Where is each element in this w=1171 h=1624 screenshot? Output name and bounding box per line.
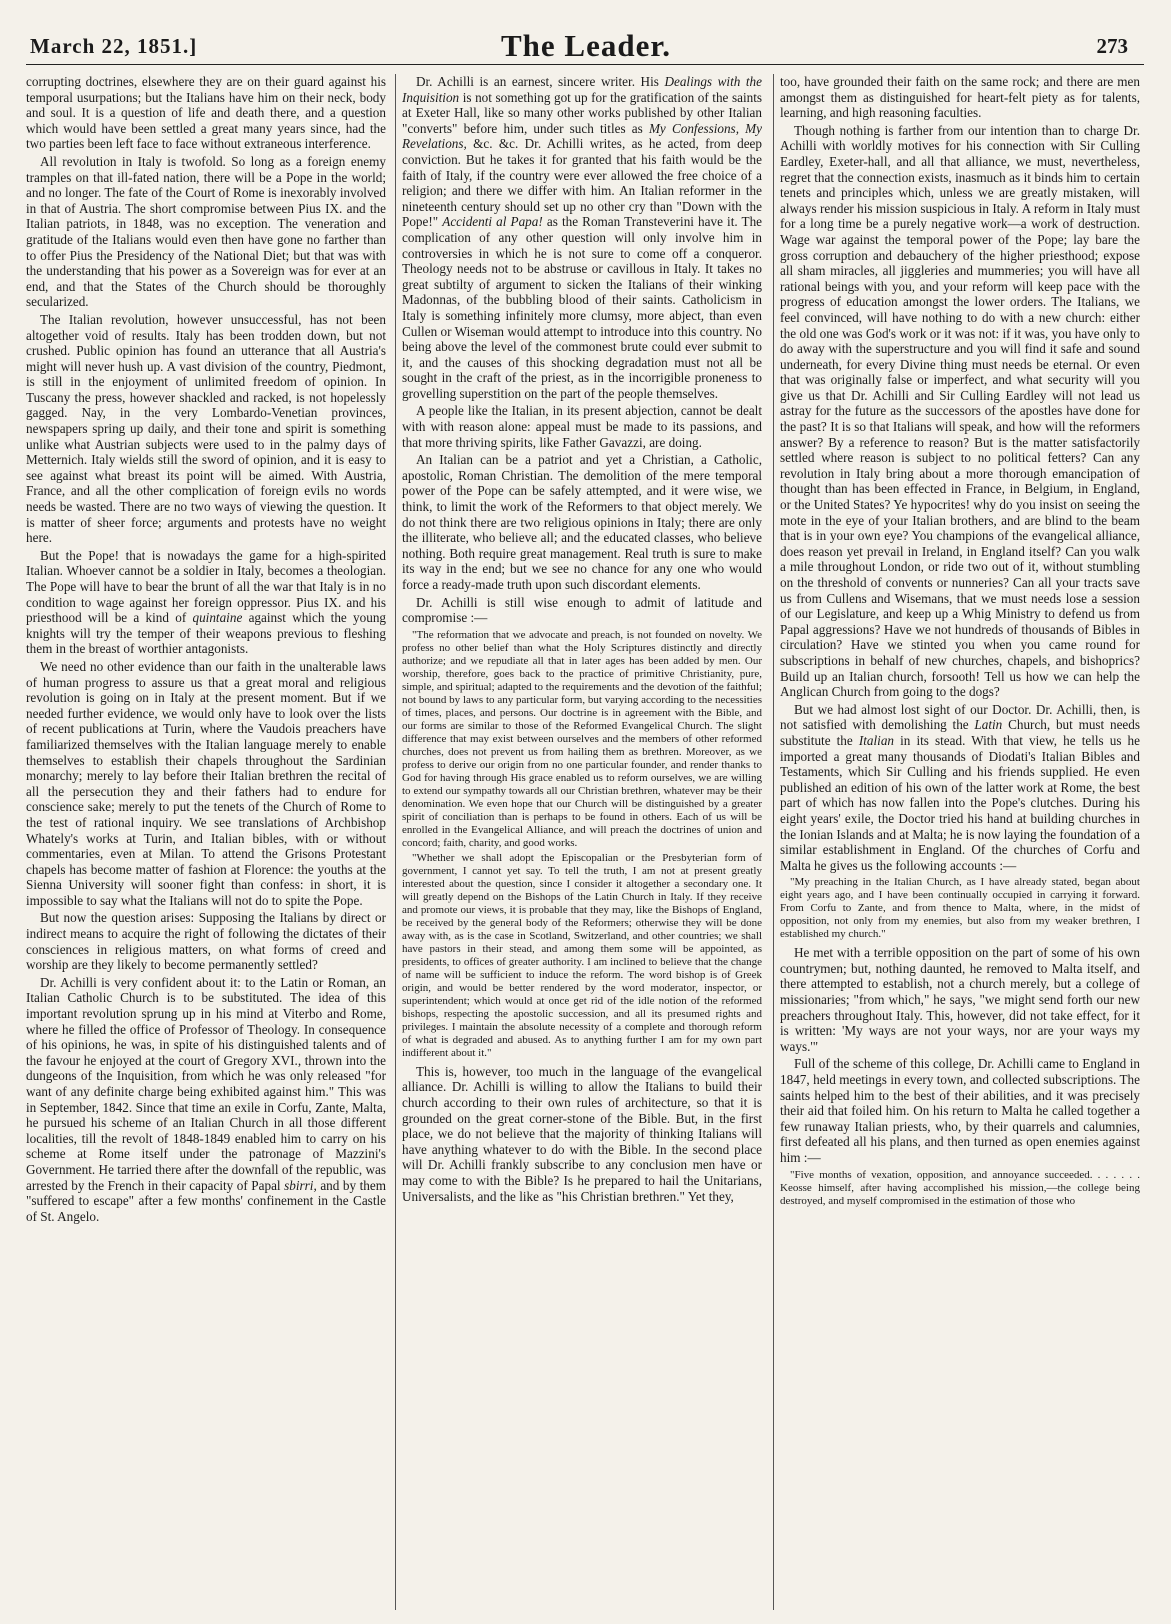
block-quote xyxy=(780,876,1140,941)
paragraph: Dr. Achilli is still wise enough to admit of latitude and compromise :— xyxy=(402,594,762,626)
italic-phrase: Accidenti al Papa! xyxy=(442,214,543,230)
paragraph: A people like the Italian, in its present abjection, cannot be dealt with with reason alone: appeal must be made to its passions, and that more thriving spirits, like Father Gavazzi, are doing. xyxy=(402,403,762,450)
issue-date: March 22, 1851.] xyxy=(30,34,198,58)
paragraph: But now the question arises: Supposing the Italians by direct or indirect means to acquire the right of following the dictates of their consciences in religious matters, on what forms of creed and worship are they likely to become permanently settled? xyxy=(26,910,386,973)
italic-term: Latin xyxy=(974,717,1003,733)
quote-paragraph: "Whether we shall adopt the Episcopalian or the Presbyterian form of government, I cannot yet say. To tell the truth, I am not at present greatly interested about the question, since I consider it altogether a secondary one. It will greatly depend on the Bishops of the Latin Church in Italy. If they receive and promote our views, it is probable that they may, like the Bishops of England, be received by the general body of the Reformers; otherwise they will be done away with, as is the case in Scotland, Switzerland, and other countries; we shall have pastors in their stead, and among them some will be appointed, as presidents, to offices of greater authority. I am inclined to believe that the change of name will be sufficient to induce the reform. The word bishop is of Greek origin, and would be better rendered by the word moderator, inspector, or superintendent; which would at once get rid of the idle notion of the reformed bishops, respecting the apostolic succession, and all its presumed rights and privileges. I maintain the absolute necessity of a complete and thorough reform of what is degraded and abused. As to anything further I am for my own part indifferent about it." xyxy=(402,851,762,1059)
quote-paragraph: "The reformation that we advocate and preach, is not founded on novelty. We profess no other belief than what the Holy Scriptures distinctly and directly authorize; and we repudiate all that in later ages has been added by men. Our worship, therefore, goes back to the practice of primitive Christianity, pure, simple, and spiritual; adapted to the requirements and the devotion of the faithful; not bound by laws to any particular form, but varying according to the necessities of times, places, and persons. Our doctrine is in agreement with the Bible, and our forms are similar to those of the Reformed Evangelical Church. The slight difference that may exist between ourselves and the members of other reformed churches, does not prevent us from hailing them as brethren. Moreover, as we profess to derive our origin from no one particular founder, and render thanks to God for having through His grace enabled us to reform ourselves, we are willing to extend our sympathy towards all our Christian brethren, whatever may be their denomination. We even hope that our Church will be distinguished by a greater spirit of conciliation than is perhaps to be found in others. Each of us will be enrolled in the Evangelical Alliance, and will preach the doctrines of union and concord; faith, charity, and good works. xyxy=(402,628,762,849)
column-3 xyxy=(780,74,1140,1614)
italic-term: quintaine xyxy=(192,610,243,626)
column-divider xyxy=(395,74,396,1610)
paragraph: Though nothing is farther from our intention than to charge Dr. Achilli with worldly motives for his connection with Sir Culling Eardley, Exeter-hall, and all that alliance, we must, nevertheless, regret that the connection exists, inasmuch as it binds him to certain tenets and principles which, unless we are greatly mistaken, will always render his mission suspicious in Italy. A reform in Italy must for a long time be a purely negative work—a work of destruction. Wage war against the temporal power of the Pope; lay bare the gross corruption and debauchery of the higher priesthood; expose all sham miracles, all jiggleries and mummeries; you will have all rational beings with you, and your reform will keep pace with the progress of education amongst the lower orders. The Italians, we feel convinced, will have nothing to do with a new church: either the old one was God's work or it was not: if it was, you have only to do away with the superstructure and you will find it safe and sound underneath, for every Divine thing must needs be eternal. Or even that was originally false or imperfect, and what security will you give us that Dr. Achilli and Sir Culling Eardley will not lead us astray for the future as the successors of the apostles have done for the past? It is so that Italians will speak, and how will the reformers answer? By a reference to reason? But is the matter satisfactorily settled where reason is subject to no political fetters? Can any revolution in Italy bring about a more thorough emancipation of thought than has been effected in France, in Belgium, in England, or the United States? Ye hypocrites! why do you insist on seeing the mote in the eye of your Italian brothers, and are blind to the beam that is in your own eye? You champions of the evangelical alliance, does reason yet prevail in Ireland, in England itself? Can you walk a mile throughout London, or ride two out of it, without stumbling on the threshold of convents or nunneries? Can all your tracts save us from Cullens and Wisemans, that we must needs lose a session of our Legislature, and keep up a Whig Ministry to defend us from Papal aggressions? Have we not hundreds of thousands of Bibles in circulation? Have we stinted you when you came round for subscriptions in behalf of new churches, chapels, and bishoprics? Build up an Italian church, forsooth! Tell us how we can help the Anglican Church from going to the dogs? xyxy=(780,122,1140,700)
newspaper-page xyxy=(22,8,1150,1614)
paragraph: But we had almost lost sight of our Doctor. Dr. Achilli, then, is not satisfied with demolishing the Latin Church, but must needs substitute the Italian in its stead. With that view, he tells us he imported a great many thousands of Diodati's Italian Bibles and Testaments, which Sir Culling and his friends supplied. He even published an edition of his own of the latter work at Rome, the best part of which has now fallen into the Pope's clutches. During his eight years' exile, the Doctor tried his hand at building churches in the Ionian Islands and at Malta; he is now laying the foundation of a similar establishment in England. Of the churches of Corfu and Malta he gives us the following accounts :— xyxy=(780,701,1140,873)
block-quote xyxy=(402,629,762,1060)
paragraph: He met with a terrible opposition on the part of some of his own countrymen; but, nothing daunted, he removed to Malta itself, and there attempted to establish, not a church merely, but a college of missionaries; "from which," he says, "we might send forth our new preachers throughout Italy. This, however, did not take effect, for it is written: 'My ways are not your ways, nor are your ways my ways.'" xyxy=(780,945,1140,1054)
book-title: My Confessions, My Revelations, xyxy=(402,120,762,152)
page-header xyxy=(22,8,1150,63)
paragraph: The Italian revolution, however unsuccessful, has not been altogether void of results. Italy has been trodden down, but not crushed. Public opinion has found an utterance that all Austria's might will never hush up. A vast division of the country, Piedmont, is still in the enjoyment of unlimited freedom of opinion. In Tuscany the press, however shackled and racked, is not hopelessly gagged. Nay, in the very Lombardo-Venetian provinces, newspapers spring up daily, and their tone and spirit is something unlike what Austrian subjects were used to in the palmy days of Metternich. Italy wields still the sword of opinion, and it is easy to see against what breast its point will be aimed. With Austria, France, and all the other complication of foreign evils no words needs be wasted. There are no two ways of viewing the question. It is matter of sheer force; arguments and protests have no weight here. xyxy=(26,311,386,546)
italic-term: Italian xyxy=(858,732,895,748)
paragraph: Dr. Achilli is very confident about it: to the Latin or Roman, an Italian Catholic Church is to be substituted. The idea of this important revolution sprung up in his mind at Viterbo and Rome, where he filled the office of Professor of Theology. In consequence of his opinions, he was, in spite of his distinguished talents and of the favour he enjoyed at the court of Gregory XVI., thrown into the dungeons of the Inquisition, from which he was only released "for want of any definite charge being exhibited against him." This was in September, 1842. Since that time an exile in Corfu, Zante, Malta, he pursued his scheme of an Italian Church in all those different localities, till the revolt of 1848-1849 enabled him to carry on his scheme at Rome itself under the patronage of Mazzini's Government. He tarried there after the downfall of the republic, was arrested by the French in their capacity of Papal sbirri, and by them "suffered to escape" after a few months' confinement in the Castle of St. Angelo. xyxy=(26,974,386,1224)
paragraph: An Italian can be a patriot and yet a Christian, a Catholic, apostolic, Roman Christian. The demolition of the mere temporal power of the Pope can be safely attempted, and it were wise, we think, to limit the work of the Reformers to that object merely. We do not think there are two religious opinions in Italy; there are only the illiterate, who believe all; and the educated classes, who believe nothing. Both require great management. Real truth is sure to make its way in the end; but we see no chance for any one who would force a ready-made truth upon such discordant elements. xyxy=(402,452,762,592)
page-number: 273 xyxy=(1096,34,1128,58)
paragraph: All revolution in Italy is twofold. So long as a foreign enemy tramples on that ill-fated nation, there will be a Pope in the world; and no longer. The fate of the Court of Rome is inexorably involved in that of Austria. The short compromise between Pius IX. and the Italian patriots, in 1848, was no exception. The veneration and gratitude of the Italians would even then have gone no farther than to offer Pius the Presidency of the National Diet; but that was with the understanding that his power as a Sovereign was for ever at an end, and that the States of the Church should be thoroughly secularized. xyxy=(26,153,386,310)
italic-term: sbirri, xyxy=(284,1177,317,1193)
paragraph: too, have grounded their faith on the same rock; and there are men amongst them as distinguished for heart-felt piety as for talents, learning, and high reasoning faculties. xyxy=(780,74,1140,121)
column-1 xyxy=(26,74,386,1614)
paragraph: We need no other evidence than our faith in the unalterable laws of human progress to assure us that a great moral and religious revolution is going on in Italy at the present moment. But if we needed further evidence, we would only have to look over the lists of recent publications at Turin, where the Vaudois preachers have familiarized themselves with the Italian language merely to enable themselves to establish their chapels throughout the Sardinian monarchy; merely to lay before their Italian brethren the recital of all the persecution they and their fathers had to endure for conscience sake; merely to put the tenets of the Church of Rome to the test of rational inquiry. We see translations of Archbishop Whately's works at Turin, and Italian bibles, with or without commentaries, even at Milan. To attend the Grisons Protestant chapels has become matter of fashion at Florence: the youths at the Sienna University will sooner fight than confess: in short, it is impossible to say what the Italians will not do to spite the Pope. xyxy=(26,658,386,908)
masthead-title: The Leader. xyxy=(500,28,672,63)
paragraph: This is, however, too much in the language of the evangelical alliance. Dr. Achilli is willing to allow the Italians to build their church according to their own rules of architecture, so that it is grounded on the great corner-stone of the Bible. But, in the first place, we do not believe that the majority of thinking Italians will have anything whatever to do with the Bible. In the second place will Dr. Achilli frankly subscribe to any conclusion men have or may come to with the Bible? Is he prepared to hail the Unitarians, Universalists, and the like as "his Christian brethren." Yet they, xyxy=(402,1063,762,1204)
column-divider xyxy=(773,74,774,1610)
paragraph: Full of the scheme of this college, Dr. Achilli came to England in 1847, held meetings in every town, and collected subscriptions. The saints helped him to the best of their abilities, and it was precisely their aid that foiled him. On his return to Malta he called together a few runaway Italian priests, who, by their quarrels and calumnies, first defeated all his plans, and then turned as open enemies against him :— xyxy=(780,1056,1140,1165)
paragraph: Dr. Achilli is an earnest, sincere writer. His Dealings with the Inquisition is not something got up for the gratification of the saints at Exeter Hall, like so many other works published by other Italian "converts" before him, under such titles as My Confessions, My Revelations, &c. &c. Dr. Achilli writes, as he acted, from deep conviction. But he takes it for granted that his faith would be the faith of Italy, if the country were ever allowed the free choice of a religion; and there we differ with him. An Italian reformer in the nineteenth century should set up no other cry than "Down with the Pope!" Accidenti al Papa! as the Roman Transteverini have it. The complication of any other question will only involve him in controversies in which he is not sure to come off a conqueror. Theology needs not to be abstruse or cavillous in Italy. It takes no great subtilty of argument to sicken the Italians of their winking Madonnas, of the bubbling blood of their saints. Catholicism in Italy is something infinitely more clumsy, more abject, than even Cullen or Wiseman would attempt to introduce into this country. No being above the level of the commonest brute could ever submit to it, and the causes of this shocking degradation must not all be sought in the craft of the priest, as in the incorrigible proneness to grovelling superstition on the part of the people themselves. xyxy=(402,74,762,401)
paragraph: corrupting doctrines, elsewhere they are on their guard against his temporal usurpations; but the Italians have him on their neck, body and soul. It is a question of life and death there, and a question which would have been settled a great many years since, had the two parties been left face to face without extraneous interference. xyxy=(26,74,386,152)
book-title: Dealings with the Inquisition xyxy=(402,74,762,105)
quote-paragraph: "My preaching in the Italian Church, as I have already stated, began about eight years ago, and I have been continually occupied in carrying it forward. From Corfu to Zante, and from thence to Malta, where, in the midst of opposition, not only from my enemies, but also from my weaker brethren, I established my church." xyxy=(780,876,1140,941)
block-quote xyxy=(780,1169,1140,1208)
quote-paragraph: "Five months of vexation, opposition, and annoyance succeeded. . . . . . . Keosse himself, after having accomplished his mission,—the college being destroyed, and myself compromised in the estimation of those who xyxy=(780,1168,1140,1207)
paragraph: But the Pope! that is nowadays the game for a high-spirited Italian. Whoever cannot be a soldier in Italy, becomes a theologian. The Pope will have to bear the brunt of all the war that Italy is in no condition to wage against her foreign oppressor. Pius IX. and his priesthood will be a kind of quintaine against which the young knights will try the temper of their weapons previous to fleshing them in the breast of worthier antagonists. xyxy=(26,547,386,657)
column-2 xyxy=(402,74,762,1614)
header-rule xyxy=(26,64,1144,65)
